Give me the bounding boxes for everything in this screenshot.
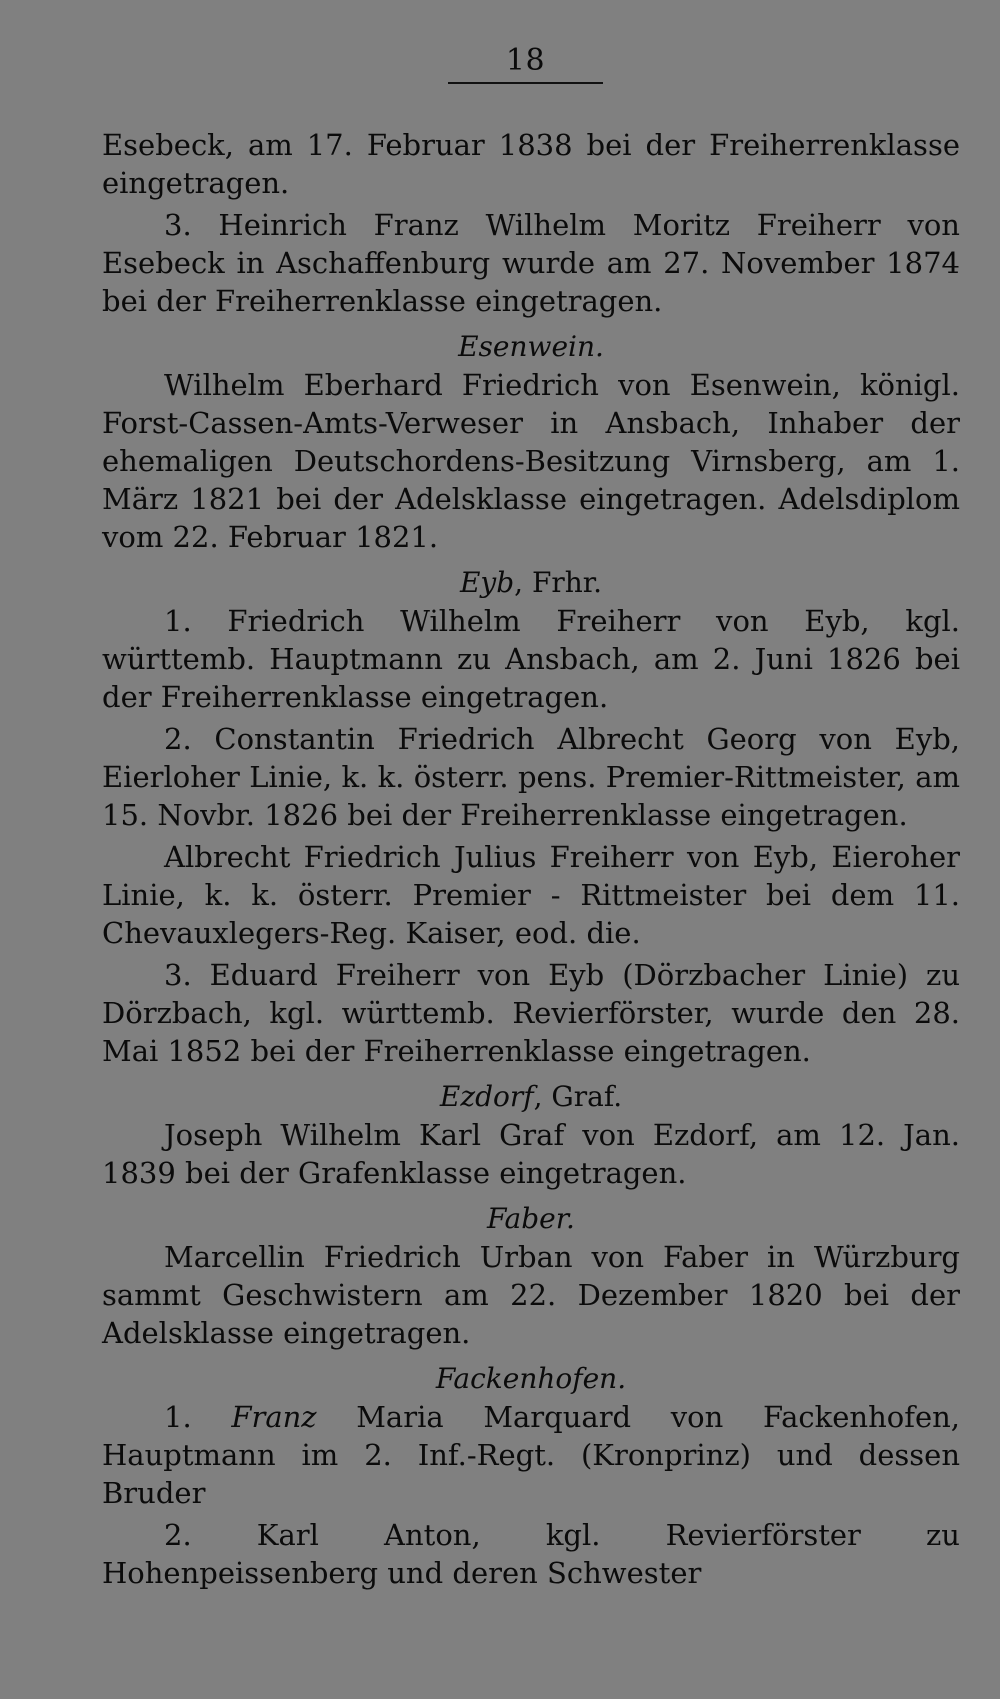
paragraph-eyb-1: 1. Friedrich Wilhelm Freiherr von Eyb, kgl. württemb. Hauptmann zu Ansbach, am 2. Juni 1826 bei der Freiherrenklasse eingetragen. — [102, 604, 960, 714]
section-spacer — [102, 1192, 960, 1200]
paragraph-esebeck-1: Esebeck, am 17. Februar 1838 bei der Freiherrenklasse eingetragen. — [102, 128, 960, 200]
family-name: Esenwein. — [458, 330, 604, 363]
section-eyb — [102, 564, 960, 1070]
paragraph-eyb-2: 2. Constantin Friedrich Albrecht Georg von Eyb, Eierloher Linie, k. k. österr. pens. Premier-Rittmeister, am 15. Novbr. 1826 bei der Freiherrenklasse eingetragen. — [102, 722, 960, 832]
paragraph-eyb-4: 3. Eduard Freiherr von Eyb (Dörzbacher Linie) zu Dörzbach, kgl. württemb. Revierförster, wurde den 28. Mai 1852 bei der Freiherrenklasse eingetragen. — [102, 958, 960, 1068]
paragraph-ezdorf-1: Joseph Wilhelm Karl Graf von Ezdorf, am 12. Jan. 1839 bei der Grafenklasse eingetragen. — [102, 1118, 960, 1190]
section-spacer — [102, 556, 960, 564]
paragraph-eyb-3: Albrecht Friedrich Julius Freiherr von Eyb, Eieroher Linie, k. k. österr. Premier - Rittmeister bei dem 11. Chevauxlegers-Reg. Kaiser, eod. die. — [102, 840, 960, 950]
section-heading-faber — [102, 1200, 960, 1238]
family-name: Faber. — [487, 1202, 575, 1235]
section-fackenhofen — [102, 1360, 960, 1592]
paragraph-fackenhofen-1 — [102, 1398, 960, 1512]
section-ezdorf — [102, 1078, 960, 1192]
family-title: , Graf. — [533, 1080, 623, 1113]
paragraph-fackenhofen-2: 2. Karl Anton, kgl. Revierförster zu Hohenpeissenberg und deren Schwester — [102, 1518, 960, 1590]
section-heading-ezdorf — [102, 1078, 960, 1116]
section-heading-eyb — [102, 564, 960, 602]
paragraph-faber-1: Marcellin Friedrich Urban von Faber in Würzburg sammt Geschwistern am 22. Dezember 1820 bei der Adelsklasse eingetragen. — [102, 1240, 960, 1350]
section-esebeck-continued — [102, 126, 960, 320]
paragraph-esebeck-2: 3. Heinrich Franz Wilhelm Moritz Freiherr von Esebeck in Aschaffenburg wurde am 27. November 1874 bei der Freiherrenklasse eingetragen. — [102, 208, 960, 318]
section-spacer — [102, 1070, 960, 1078]
family-name: Fackenhofen. — [435, 1362, 627, 1395]
section-esenwein — [102, 328, 960, 556]
document-text — [102, 126, 960, 1592]
section-heading-esenwein — [102, 328, 960, 366]
page-header — [448, 43, 603, 84]
entry-text: Maria Marquard von Fackenhofen, Hauptmann im 2. Inf.-Regt. (Kronprinz) und dessen Bruder — [102, 1400, 960, 1510]
paragraph-esenwein-1: Wilhelm Eberhard Friedrich von Esenwein, königl. Forst-Cassen-Amts-Verweser in Ansbach, Inhaber der ehemaligen Deutschordens-Besitzung Virnsberg, am 1. März 1821 bei der Adelsklasse eingetragen. Adelsdiplom vom 22. Februar 1821. — [102, 368, 960, 554]
section-spacer — [102, 320, 960, 328]
page-number-rule — [448, 82, 603, 84]
section-spacer — [102, 1352, 960, 1360]
family-name: Ezdorf — [439, 1080, 534, 1113]
family-name: Eyb — [459, 566, 515, 599]
emphasized-name: Franz — [231, 1400, 317, 1434]
entry-number: 1. — [164, 1400, 232, 1434]
section-faber — [102, 1200, 960, 1352]
section-heading-fackenhofen — [102, 1360, 960, 1398]
family-title: , Frhr. — [514, 566, 603, 599]
page-number: 18 — [505, 43, 546, 78]
